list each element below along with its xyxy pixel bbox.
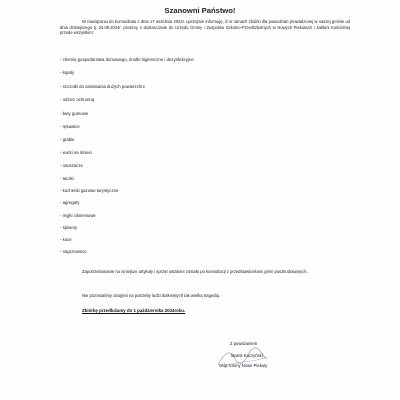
list-item: - kuchenki gazowe turystyczne [60, 188, 119, 193]
list-item: - agregaty [60, 200, 80, 205]
list-item: - koce [60, 237, 72, 242]
list-item: - buty gumowe [60, 111, 89, 116]
signature-name: Marek Kaczyński [231, 353, 263, 358]
list-item: - nagrzewnice [60, 249, 87, 254]
list-item: - chemię gospodarstwa domowego, środki higieniczne i dezynfekcyjne [60, 57, 194, 62]
letter-title: Szanowni Państwo! [164, 6, 236, 15]
list-item: - worki na śmieci [60, 150, 92, 155]
list-item: - łopaty [60, 70, 75, 75]
list-item: - śpiwory [60, 225, 78, 230]
deadline-notice: Zbiórkę przedłużamy do 1 października 2024roku. [82, 308, 186, 313]
list-item: - grabie [60, 137, 75, 142]
list-item: - myjki ciśnieniowe [60, 213, 96, 218]
appeal-paragraph: Nie pozostańmy obojętni na potrzeby ludzi dotkniętych tak wielką tragedią. [82, 293, 221, 298]
intro-paragraph: W nawiązaniu do komunikatu z dnia 17 września 2024r. uprzejmie informuję, iż w ramach zbiórki dla powodzian prowadzonej w naszej gminie od dnia dzisiejszego tj. 24.09.2024r. prosimy o dostarczanie do Urzędu Gminy i Zespołów Szkolno-Przedszkolnych w Nowych Piekutach i Jabłoni Kościelnej przede wszystkim: [60, 19, 350, 35]
list-item: - szczotki do zamiatania dużych powierzchni [60, 84, 145, 89]
list-item: - osuszacze [60, 163, 83, 168]
consultation-paragraph: Zapotrzebowanie na niniejsze artykuły i sprzęt ustalone zostało po konsultacji z przedstawicielami gmin poszkodowanych. [82, 269, 308, 274]
list-item: - taczki [60, 176, 74, 181]
signature-position: Wójt Gminy Nowe Piekuty [219, 363, 268, 368]
signature-closing: Z poważaniem [230, 341, 258, 346]
list-item: - odzież ochronną [60, 97, 95, 102]
list-item: - rękawice [60, 124, 80, 129]
